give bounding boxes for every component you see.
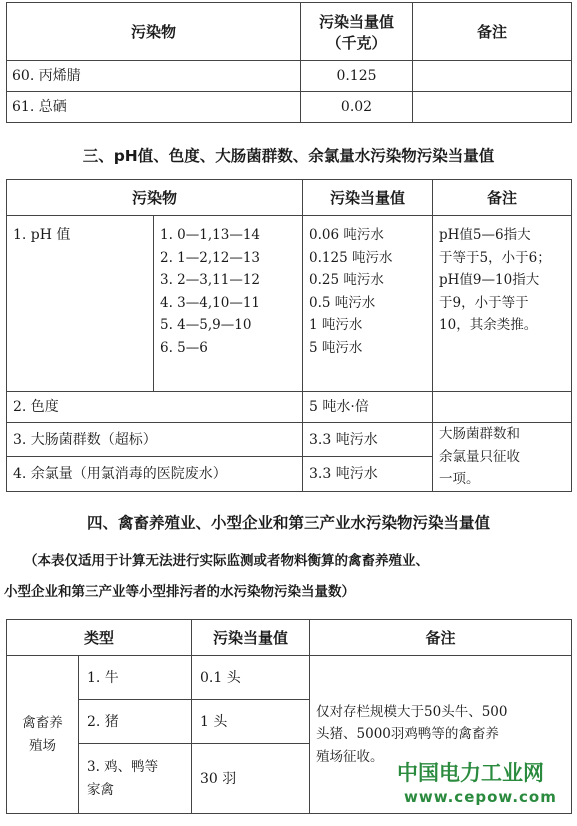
ph-label: 1. pH 值 bbox=[7, 216, 154, 392]
header-pollutant: 污染物 bbox=[7, 3, 301, 61]
ph-value-item: 0.125 吨污水 bbox=[309, 249, 393, 266]
color-remarks bbox=[433, 392, 572, 423]
value-cell: 1 头 bbox=[192, 700, 310, 744]
watermark-url: www.cepow.com bbox=[404, 788, 557, 806]
ph-remark-line: pH值9—10指大 bbox=[439, 272, 540, 288]
chlorine-value: 3.3 吨污水 bbox=[303, 457, 433, 491]
color-label: 2. 色度 bbox=[7, 392, 303, 423]
shared-remark-line: 一项。 bbox=[439, 471, 480, 487]
ph-range-item: 6. 5—6 bbox=[160, 339, 208, 356]
remark-line: 仅对存栏规模大于50头牛、500 bbox=[316, 703, 508, 720]
table-row bbox=[7, 61, 572, 92]
ph-remark-line: 于9，小于等于 bbox=[439, 294, 529, 311]
item-cell bbox=[79, 744, 192, 814]
table-pollutants-part bbox=[6, 2, 572, 123]
ph-range-item: 4. 3—4,10—11 bbox=[160, 294, 260, 311]
remarks-cell bbox=[413, 61, 572, 92]
value-cell: 0.1 头 bbox=[192, 656, 310, 700]
header-value-line1: 污染当量值 bbox=[318, 12, 394, 31]
table-row-color bbox=[7, 392, 572, 423]
section3-title: 三、pH值、色度、大肠菌群数、余氯量水污染物污染当量值 bbox=[82, 147, 495, 165]
value-cell: 0.02 bbox=[301, 92, 413, 123]
ph-range-item: 1. 0—1,13—14 bbox=[160, 227, 260, 243]
ph-remark-line: 10，其余类推。 bbox=[439, 317, 538, 333]
ph-value-item: 0.25 吨污水 bbox=[309, 272, 384, 288]
ph-remarks bbox=[433, 216, 572, 392]
item-line: 3. 鸡、鸭等 bbox=[87, 759, 159, 775]
shared-remarks bbox=[433, 423, 572, 492]
ph-value-item: 0.06 吨污水 bbox=[309, 227, 384, 243]
ph-range-item: 3. 2—3,11—12 bbox=[160, 272, 260, 288]
color-value: 5 吨水·倍 bbox=[303, 392, 433, 423]
section4-note-line1: （本表仅适用于计算无法进行实际监测或者物料衡算的禽畜养殖业、 bbox=[24, 553, 429, 569]
ph-remark-line: pH值5—6指大 bbox=[439, 227, 531, 243]
pollutant-cell: 61. 总硒 bbox=[7, 92, 301, 123]
ph-value-item: 0.5 吨污水 bbox=[309, 294, 376, 311]
table-row-ph bbox=[7, 216, 572, 392]
value-cell: 0.125 bbox=[301, 61, 413, 92]
ph-values bbox=[303, 216, 433, 392]
category-cell bbox=[7, 656, 79, 814]
section4-title: 四、禽畜养殖业、小型企业和第三产业水污染物污染当量值 bbox=[86, 514, 490, 532]
header-type: 类型 bbox=[7, 620, 192, 656]
table-row bbox=[7, 656, 572, 700]
shared-remark-line: 余氯量只征收 bbox=[439, 448, 521, 465]
header-equivalent-value: 污染当量值 bbox=[192, 620, 310, 656]
section4-note-line2: 小型企业和第三产业等小型排污者的水污染物污染当量数） bbox=[4, 584, 355, 600]
watermark-name: 中国电力工业网 bbox=[397, 761, 544, 785]
chlorine-label: 4. 余氯量（用氯消毒的医院废水） bbox=[7, 457, 303, 491]
ph-range-item: 2. 1—2,12—13 bbox=[160, 249, 260, 266]
header-equivalent-value bbox=[301, 3, 413, 61]
item-line: 家禽 bbox=[87, 781, 114, 798]
coliform-value: 3.3 吨污水 bbox=[303, 423, 433, 457]
header-equivalent-value: 污染当量值 bbox=[303, 180, 433, 216]
remark-line: 头猪、5000羽鸡鸭等的禽畜养 bbox=[316, 726, 499, 743]
category-line: 殖场 bbox=[29, 737, 56, 754]
remark-line: 殖场征收。 bbox=[316, 748, 384, 765]
shared-remark-line: 大肠菌群数和 bbox=[439, 426, 521, 442]
header-remarks: 备注 bbox=[310, 620, 572, 656]
item-cell: 1. 牛 bbox=[79, 656, 192, 700]
category-line: 禽畜养 bbox=[22, 715, 63, 731]
ph-ranges bbox=[154, 216, 303, 392]
coliform-label: 3. 大肠菌群数（超标） bbox=[7, 423, 303, 457]
ph-remark-line: 于等于5，小于6； bbox=[439, 249, 551, 266]
header-value-line2: （千克） bbox=[326, 33, 387, 52]
remarks-cell bbox=[413, 92, 572, 123]
header-pollutant: 污染物 bbox=[7, 180, 303, 216]
table-row bbox=[7, 92, 572, 123]
table-ph-color-coliform bbox=[6, 179, 572, 492]
ph-value-item: 5 吨污水 bbox=[309, 339, 363, 356]
pollutant-cell: 60. 丙烯腈 bbox=[7, 61, 301, 92]
header-remarks: 备注 bbox=[433, 180, 572, 216]
ph-value-item: 1 吨污水 bbox=[309, 317, 363, 333]
table-row-coliform bbox=[7, 423, 572, 457]
item-cell: 2. 猪 bbox=[79, 700, 192, 744]
header-remarks: 备注 bbox=[413, 3, 572, 61]
ph-range-item: 5. 4—5,9—10 bbox=[160, 317, 252, 333]
value-cell: 30 羽 bbox=[192, 744, 310, 814]
